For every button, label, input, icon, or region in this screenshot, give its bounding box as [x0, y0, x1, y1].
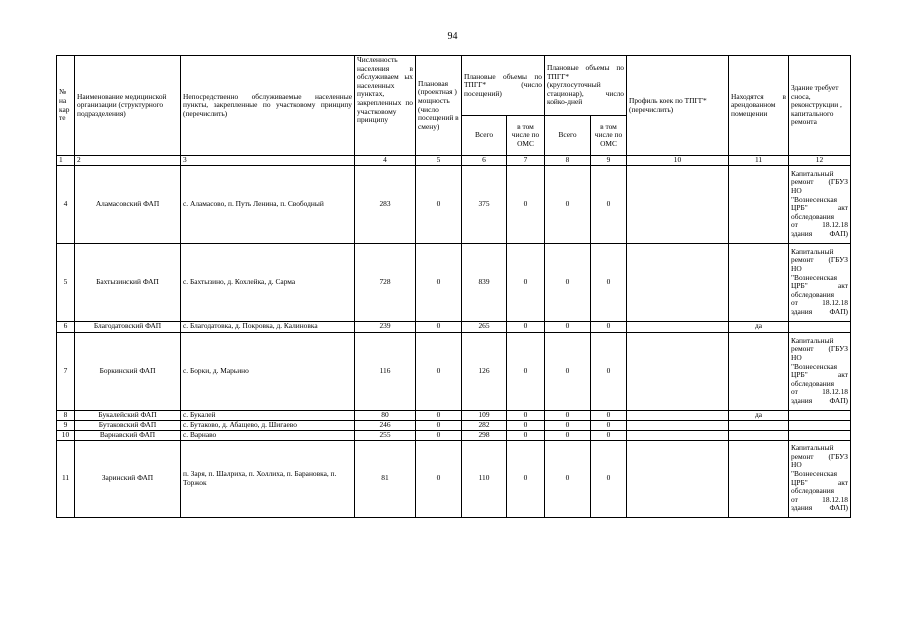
capacity-cell: 0 — [416, 420, 462, 430]
header-population: Численность населения в обслуживаем ых населенных пунктах, закрепленных по участковому принципу — [355, 56, 416, 156]
capacity-cell: 0 — [416, 430, 462, 440]
building-note-line: "Вознесенская — [791, 469, 838, 478]
building-note-line: НО — [791, 263, 802, 273]
facility-name-cell: Букалейский ФАП — [75, 410, 181, 420]
header-settlements: Непосредственно обслуживаемые населенные пункты, закрепленные по участковому принципу (перечислить) — [181, 56, 355, 156]
rented-flag-cell: да — [729, 321, 789, 332]
column-number-cell: 2 — [75, 156, 181, 166]
header-building: Здание требует сноса, реконструкции , капитального ремонта — [789, 56, 851, 156]
visits-oms-cell: 0 — [507, 243, 545, 321]
bed-profile-cell — [627, 410, 729, 420]
header-visits-oms: в том числе по ОМС — [507, 116, 545, 156]
visits-total-cell: 298 — [462, 430, 507, 440]
column-number-cell: 6 — [462, 156, 507, 166]
beds-oms-cell: 0 — [591, 430, 627, 440]
column-number-cell: 10 — [627, 156, 729, 166]
building-note-line: Капитальный — [791, 443, 834, 453]
facility-name-cell: Бахтызинский ФАП — [75, 243, 181, 321]
population-cell: 80 — [355, 410, 416, 420]
beds-total-cell: 0 — [545, 243, 591, 321]
building-note-line: ЦРБ" акт — [791, 370, 848, 380]
header-name: Наименование медицинской организации (структурного подразделения) — [75, 56, 181, 156]
building-note-line: от 18.12.18 — [791, 298, 848, 308]
settlements-cell: с. Бутаково, д. Абащево, д. Шигаево — [181, 420, 355, 430]
table-row — [57, 420, 851, 430]
visits-oms-cell: 0 — [507, 332, 545, 410]
visits-oms-cell: 0 — [507, 165, 545, 243]
bed-profile-cell — [627, 420, 729, 430]
capacity-cell: 0 — [416, 332, 462, 410]
visits-total-cell: 282 — [462, 420, 507, 430]
building-note-cell — [789, 321, 851, 332]
settlements-cell: с. Борки, д. Марьино — [181, 332, 355, 410]
capacity-cell: 0 — [416, 165, 462, 243]
beds-total-cell: 0 — [545, 321, 591, 332]
beds-oms-cell: 0 — [591, 321, 627, 332]
column-number-cell: 8 — [545, 156, 591, 166]
table-row — [57, 243, 851, 321]
settlements-cell: с. Варнаво — [181, 430, 355, 440]
building-note-line: ЦРБ" акт — [791, 203, 848, 213]
building-note-cell — [789, 243, 851, 321]
building-note-line: ЦРБ" акт — [791, 281, 848, 291]
rented-flag-cell — [729, 243, 789, 321]
beds-total-cell: 0 — [545, 430, 591, 440]
row-number-cell: 5 — [57, 243, 75, 321]
settlements-cell: с. Бахтызино, д. Кохлейка, д. Сарма — [181, 243, 355, 321]
capacity-cell: 0 — [416, 410, 462, 420]
row-number-cell: 9 — [57, 420, 75, 430]
header-tpgg-beds: Плановые объемы по ТПГГ* (круглосуточный стационар), число койко-дней — [545, 56, 627, 116]
facility-name-cell: Боркинский ФАП — [75, 332, 181, 410]
building-note-line: ремонт (ГБУЗ — [791, 255, 848, 265]
header-tpgg-visits: Плановые объемы по ТПГГ* (число посещений) — [462, 56, 545, 116]
header-rented: Находятся в арендованном помещении — [729, 56, 789, 156]
building-note-line: от 18.12.18 — [791, 220, 848, 230]
table-row — [57, 321, 851, 332]
header-beds-total: Всего — [545, 116, 591, 156]
header-num: № на кар те — [57, 56, 75, 156]
facilities-table — [56, 55, 851, 518]
building-note-line: здания ФАП) — [791, 503, 848, 513]
beds-oms-cell: 0 — [591, 243, 627, 321]
building-note-line: ЦРБ" акт — [791, 477, 848, 487]
bed-profile-cell — [627, 321, 729, 332]
building-note-line: обследования — [791, 486, 835, 496]
visits-oms-cell: 0 — [507, 410, 545, 420]
settlements-cell: с. Букалей — [181, 410, 355, 420]
building-note-line: Капитальный — [791, 335, 834, 345]
beds-oms-cell: 0 — [591, 420, 627, 430]
visits-total-cell: 126 — [462, 332, 507, 410]
visits-oms-cell: 0 — [507, 440, 545, 517]
capacity-cell: 0 — [416, 243, 462, 321]
row-number-cell: 6 — [57, 321, 75, 332]
column-number-cell: 9 — [591, 156, 627, 166]
facility-name-cell: Заринский ФАП — [75, 440, 181, 517]
facility-name-cell: Аламасовский ФАП — [75, 165, 181, 243]
header-profile: Профиль коек по ТПГГ* (перечислить) — [627, 56, 729, 156]
header-capacity: Плановая (проектная ) мощность (число посещений в смену) — [416, 56, 462, 156]
bed-profile-cell — [627, 332, 729, 410]
column-number-cell: 4 — [355, 156, 416, 166]
building-note-line: ремонт (ГБУЗ — [791, 344, 848, 354]
population-cell: 283 — [355, 165, 416, 243]
rented-flag-cell — [729, 420, 789, 430]
column-number-row — [57, 156, 851, 166]
header-visits-total: Всего — [462, 116, 507, 156]
population-cell: 81 — [355, 440, 416, 517]
visits-total-cell: 265 — [462, 321, 507, 332]
column-number-cell: 12 — [789, 156, 851, 166]
table-row — [57, 332, 851, 410]
facility-name-cell: Варнавский ФАП — [75, 430, 181, 440]
row-number-cell: 7 — [57, 332, 75, 410]
rented-flag-cell: да — [729, 410, 789, 420]
beds-total-cell: 0 — [545, 420, 591, 430]
building-note-line: ремонт (ГБУЗ — [791, 177, 848, 187]
building-note-cell — [789, 440, 851, 517]
building-note-line: ремонт (ГБУЗ — [791, 451, 848, 461]
building-note-cell — [789, 165, 851, 243]
building-note-cell — [789, 420, 851, 430]
rented-flag-cell — [729, 430, 789, 440]
beds-total-cell: 0 — [545, 410, 591, 420]
building-note-line: обследования — [791, 289, 835, 299]
visits-total-cell: 109 — [462, 410, 507, 420]
building-note-line: "Вознесенская — [791, 361, 838, 371]
building-note-line: здания ФАП) — [791, 395, 848, 405]
building-note-line: Капитальный — [791, 246, 834, 256]
building-note-cell — [789, 332, 851, 410]
facility-name-cell: Благодатовский ФАП — [75, 321, 181, 332]
building-note-cell — [789, 410, 851, 420]
row-number-cell: 10 — [57, 430, 75, 440]
building-note-line: НО — [791, 460, 802, 470]
row-number-cell: 11 — [57, 440, 75, 517]
population-cell: 255 — [355, 430, 416, 440]
visits-total-cell: 839 — [462, 243, 507, 321]
capacity-cell: 0 — [416, 321, 462, 332]
settlements-cell: с. Благодатовка, д. Покровка, д. Калиновка — [181, 321, 355, 332]
beds-oms-cell: 0 — [591, 165, 627, 243]
table-body — [57, 56, 851, 518]
building-note-line: "Вознесенская — [791, 194, 838, 204]
column-number-cell: 3 — [181, 156, 355, 166]
building-note-line: НО — [791, 185, 802, 195]
building-note-line: от 18.12.18 — [791, 494, 848, 504]
settlements-cell: п. Заря, п. Шалриха, п. Холлиха, п. Барановка, п. Торжок — [181, 440, 355, 517]
table-row — [57, 430, 851, 440]
beds-oms-cell: 0 — [591, 410, 627, 420]
visits-oms-cell: 0 — [507, 430, 545, 440]
population-cell: 116 — [355, 332, 416, 410]
bed-profile-cell — [627, 165, 729, 243]
visits-total-cell: 110 — [462, 440, 507, 517]
beds-total-cell: 0 — [545, 440, 591, 517]
row-number-cell: 4 — [57, 165, 75, 243]
bed-profile-cell — [627, 243, 729, 321]
page-number: 94 — [447, 31, 458, 42]
building-note-line: от 18.12.18 — [791, 387, 848, 397]
visits-oms-cell: 0 — [507, 321, 545, 332]
building-note-line: здания ФАП) — [791, 228, 848, 238]
header-row-1 — [57, 56, 851, 116]
beds-total-cell: 0 — [545, 165, 591, 243]
beds-total-cell: 0 — [545, 332, 591, 410]
building-note-line: обследования — [791, 378, 835, 388]
building-note-line: Капитальный — [791, 168, 834, 178]
building-note-line: здания ФАП) — [791, 306, 848, 316]
bed-profile-cell — [627, 440, 729, 517]
building-note-line: НО — [791, 352, 802, 362]
building-note-line: обследования — [791, 211, 835, 221]
beds-oms-cell: 0 — [591, 440, 627, 517]
column-number-cell: 1 — [57, 156, 75, 166]
facility-name-cell: Бутаковский ФАП — [75, 420, 181, 430]
visits-total-cell: 375 — [462, 165, 507, 243]
rented-flag-cell — [729, 165, 789, 243]
building-note-line: "Вознесенская — [791, 272, 838, 282]
column-number-cell: 11 — [729, 156, 789, 166]
settlements-cell: с. Аламасово, п. Путь Ленина, п. Свободный — [181, 165, 355, 243]
bed-profile-cell — [627, 430, 729, 440]
visits-oms-cell: 0 — [507, 420, 545, 430]
building-note-cell — [789, 430, 851, 440]
rented-flag-cell — [729, 332, 789, 410]
table-row — [57, 165, 851, 243]
beds-oms-cell: 0 — [591, 332, 627, 410]
capacity-cell: 0 — [416, 440, 462, 517]
table-row — [57, 440, 851, 517]
header-beds-oms: в том числе по ОМС — [591, 116, 627, 156]
rented-flag-cell — [729, 440, 789, 517]
column-number-cell: 5 — [416, 156, 462, 166]
population-cell: 728 — [355, 243, 416, 321]
table-row — [57, 410, 851, 420]
column-number-cell: 7 — [507, 156, 545, 166]
population-cell: 246 — [355, 420, 416, 430]
row-number-cell: 8 — [57, 410, 75, 420]
population-cell: 239 — [355, 321, 416, 332]
